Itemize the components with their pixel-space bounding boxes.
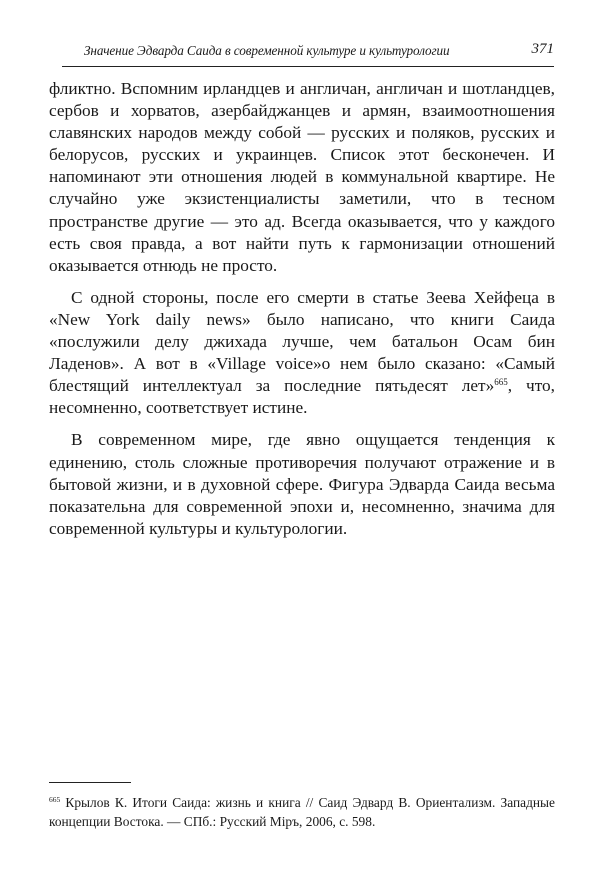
paragraph-2-text: С одной стороны, после его смерти в статье Зеева Хейфеца в «New York daily news» было написано, что книги Саида «послужили делу джихада лучше, чем батальон Осам бин Ладенов». А вот в «Village voice»о нем было сказано: «Самый блестящий интеллектуал за последние пятьдесят лет» <box>49 287 555 396</box>
footnote-text: Крылов К. Итоги Саида: жизнь и книга // Саид Эдвард В. Ориентализм. Западные концепции Востока. — СПб.: Русский Міръ, 2006, с. 598. <box>49 795 555 829</box>
paragraph-2 <box>49 287 555 420</box>
paragraph-1: фликтно. Вспомним ирландцев и англичан, англичан и шотландцев, сербов и хорватов, азербайджанцев и армян, взаимоотношения славянских народов между собой — русских и поляков, русских и белорусов, русских и украинцев. Список этот бесконечен. И напоминают эти отношения людей в коммунальной квартире. Не случайно уже экзистенциалисты заметили, что в тесном пространстве другие — это ад. Всегда оказывается, что у каждого есть своя правда, а вот найти путь к гармонизации отношений оказывается отнюдь не просто. <box>49 79 555 275</box>
running-title: Значение Эдварда Саида в современной культуре и культурологии <box>84 43 450 58</box>
page-number: 371 <box>531 41 554 57</box>
footnote-separator <box>49 782 131 783</box>
paragraph-2-tail: , что, несомненно, соответствует истине. <box>49 376 555 418</box>
running-header <box>62 40 554 67</box>
footnote-number: 665 <box>49 795 61 804</box>
paragraph-3: В современном мире, где явно ощущается тенденция к единению, столь сложные противоречия получают отражение и в бытовой жизни, и в духовной сфере. Фигура Эдварда Саида весьма показательна для современной эпохи и, несомненно, значима для современной культуры и культурологии. <box>49 430 555 538</box>
main-text <box>49 78 555 550</box>
footnote-ref-665: 665 <box>494 377 508 388</box>
footnote-665 <box>49 793 555 831</box>
